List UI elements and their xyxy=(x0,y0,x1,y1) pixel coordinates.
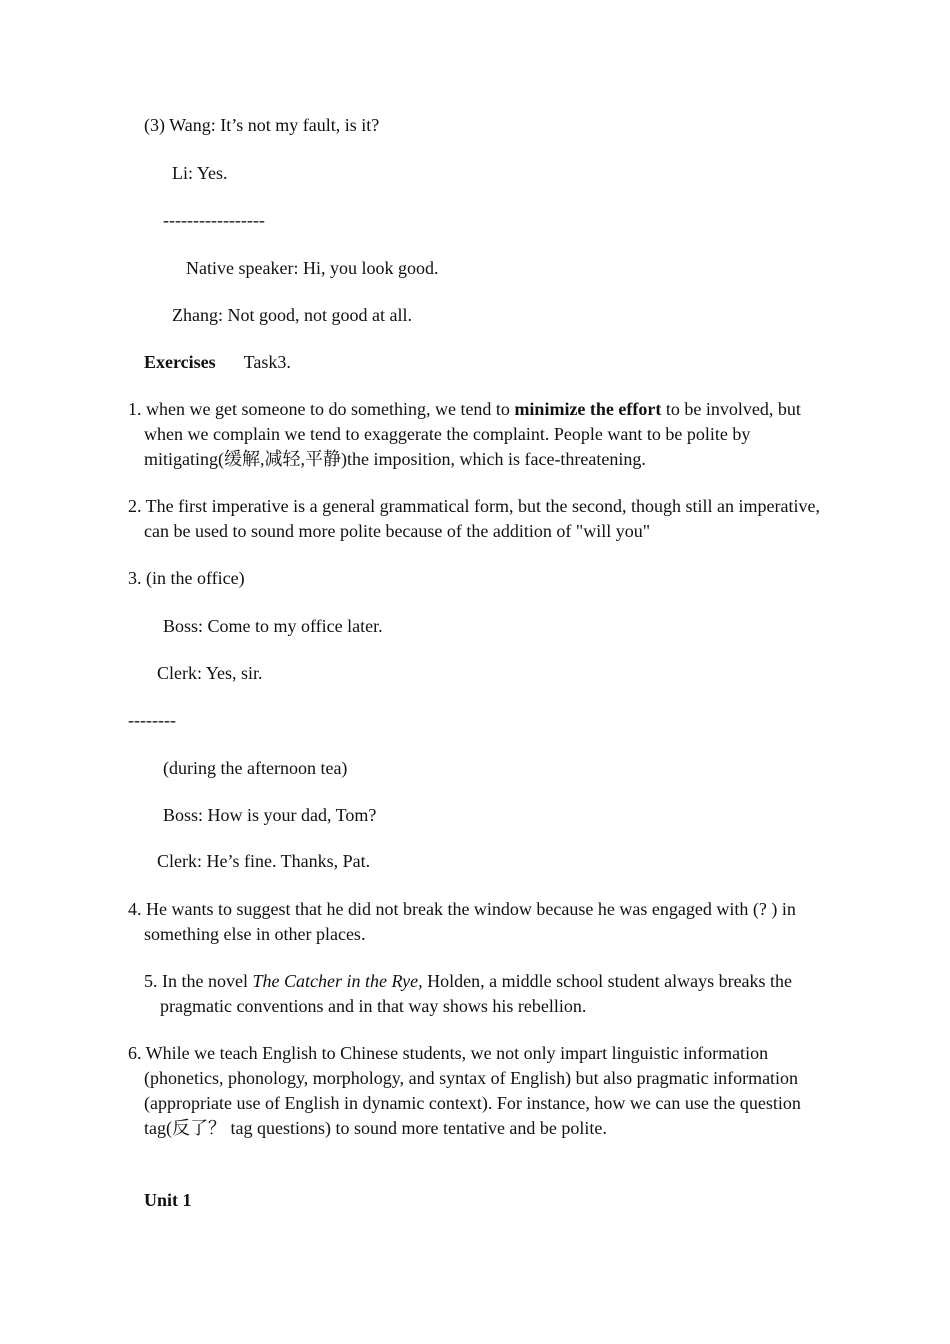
item-5-book-title: The Catcher in the Rye, xyxy=(252,971,423,991)
dialog-zhang: Zhang: Not good, not good at all. xyxy=(172,305,412,325)
exercise-item-6: 6. While we teach English to Chinese students, we not only impart linguistic information (phonetics, phonology, morphology, and syntax of English) but also pragmatic information (appropriate use of English in dynamic context). For instance, how we can use the question tag(反了？ tag questions) to sound more tentative and be polite. xyxy=(128,1043,801,1138)
dialog-li: Li: Yes. xyxy=(172,163,228,183)
dialog-wang: (3) Wang: It’s not my fault, is it? xyxy=(144,115,380,135)
unit-heading: Unit 1 xyxy=(144,1190,192,1210)
item-3-context-2: (during the afternoon tea) xyxy=(163,758,348,778)
item-5-text-b: Holden, a middle school student always breaks the pragmatic conventions and in that way shows his rebellion. xyxy=(160,971,793,1016)
dialog-native-speaker: Native speaker: Hi, you look good. xyxy=(186,258,439,278)
item-3-heading: 3. (in the office) xyxy=(128,568,245,588)
exercises-label: Exercises xyxy=(144,352,216,372)
exercises-heading xyxy=(144,350,291,375)
item-3-boss-2: Boss: How is your dad, Tom? xyxy=(163,805,377,825)
dialog-separator: ----------------- xyxy=(163,210,265,230)
exercise-item-1 xyxy=(128,397,824,472)
task-label: Task3. xyxy=(243,352,291,372)
exercise-item-5 xyxy=(144,969,830,1019)
item-5-text-a: 5. In the novel xyxy=(144,971,253,991)
item-1-text-b: to be involved, but when we complain we tend to exaggerate the complaint. People want to be polite by mitigating(缓解,减轻,平静)the imposition, which is face-threatening. xyxy=(144,399,801,469)
item-3-separator: -------- xyxy=(128,710,176,730)
exercise-item-4: 4. He wants to suggest that he did not break the window because he was engaged with (? ) in something else in other places. xyxy=(128,899,796,944)
item-1-text-a: 1. when we get someone to do something, we tend to xyxy=(128,399,515,419)
item-3-boss-1: Boss: Come to my office later. xyxy=(163,616,383,636)
item-3-clerk-1: Clerk: Yes, sir. xyxy=(157,663,263,683)
exercise-item-2: 2. The first imperative is a general grammatical form, but the second, though still an imperative, can be used to sound more polite because of the addition of "will you" xyxy=(128,496,820,541)
item-1-bold: minimize the effort xyxy=(514,399,662,419)
item-3-clerk-2: Clerk: He’s fine. Thanks, Pat. xyxy=(157,851,371,871)
